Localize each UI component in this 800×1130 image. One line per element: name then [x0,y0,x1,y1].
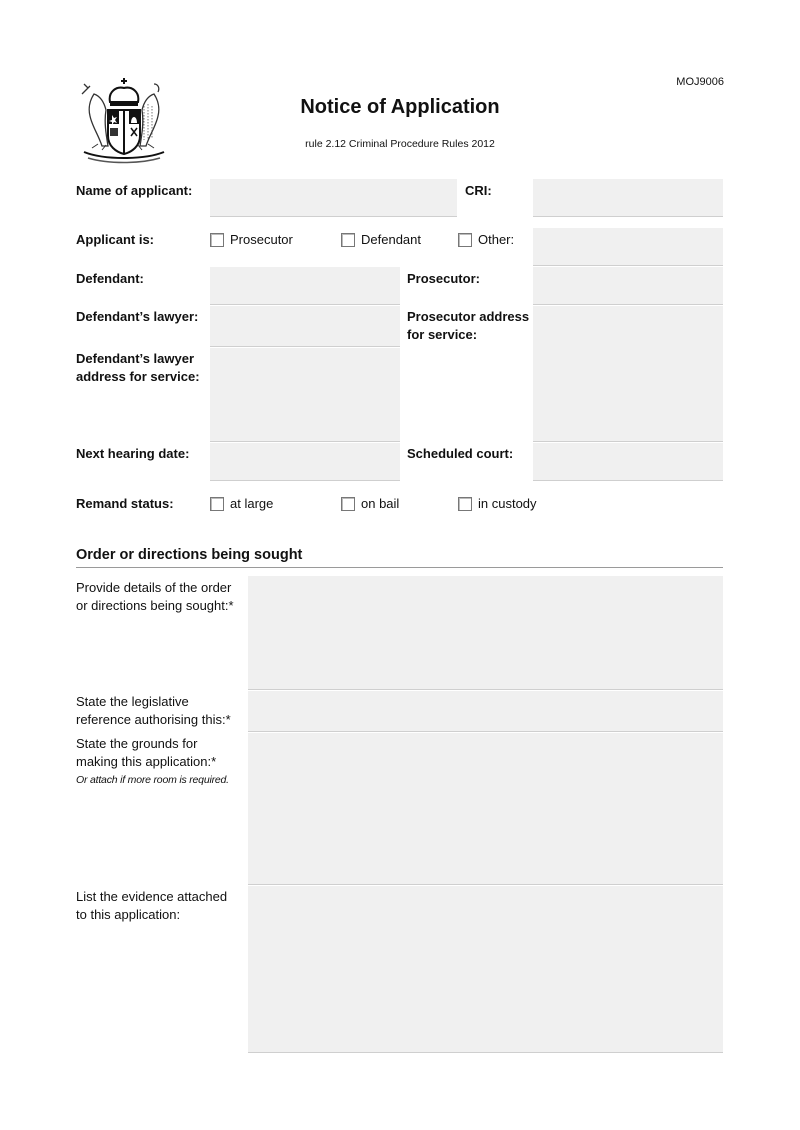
checkbox-icon[interactable] [341,233,355,247]
cri-field[interactable] [533,179,723,217]
checkbox-label: Prosecutor [230,232,293,247]
form-code: MOJ9006 [676,76,724,88]
defendants-lawyer-address-field[interactable] [210,348,400,442]
section-divider [76,567,723,568]
page-title: Notice of Application [300,96,500,118]
checkbox-label: on bail [361,496,400,511]
legislative-reference-label-line1: State the legislative [76,694,189,709]
next-hearing-date-field[interactable] [210,443,400,481]
checkbox-label: at large [230,496,274,511]
checkbox-icon[interactable] [210,497,224,511]
evidence-label-line1: List the evidence attached [76,889,228,904]
checkbox-label: Other: [478,232,515,247]
applicant-other-checkbox[interactable] [458,232,514,247]
remand-in-custody-checkbox[interactable] [458,496,537,511]
remand-at-large-checkbox[interactable] [210,496,273,511]
defendant-label: Defendant: [76,271,144,286]
order-details-label-line1: Provide details of the order [76,580,232,595]
nz-coat-of-arms-icon [74,74,174,166]
grounds-label-line1: State the grounds for [76,736,198,751]
checkbox-icon[interactable] [341,497,355,511]
applicant-defendant-checkbox[interactable] [341,232,421,247]
name-of-applicant-field[interactable] [210,179,457,217]
grounds-note: Or attach if more room is required. [76,774,229,786]
applicant-other-field[interactable] [533,228,723,266]
checkbox-icon[interactable] [458,233,472,247]
grounds-label-line2: making this application:* [76,754,217,769]
scheduled-court-field[interactable] [533,443,723,481]
defendants-lawyer-field[interactable] [210,306,400,347]
prosecutor-label: Prosecutor: [407,271,480,286]
page-subtitle: rule 2.12 Criminal Procedure Rules 2012 [305,138,495,150]
order-details-label-line2: or directions being sought:* [76,598,234,613]
applicant-prosecutor-checkbox[interactable] [210,232,293,247]
prosecutor-address-label-line2: for service: [407,327,478,342]
legislative-reference-label-line2: reference authorising this:* [76,712,231,727]
scheduled-court-label: Scheduled court: [407,446,514,461]
checkbox-label: in custody [478,496,537,511]
cri-label: CRI: [465,183,492,198]
evidence-field[interactable] [248,886,723,1053]
checkbox-label: Defendant [361,232,421,247]
grounds-field[interactable] [248,733,723,885]
remand-status-label: Remand status: [76,496,174,511]
section-heading: Order or directions being sought [76,547,303,563]
applicant-is-label: Applicant is: [76,232,155,247]
order-details-field[interactable] [248,576,723,690]
defendants-lawyer-address-label-line2: address for service: [76,369,200,384]
prosecutor-field[interactable] [533,267,723,305]
defendants-lawyer-label: Defendant’s lawyer: [76,309,199,324]
next-hearing-date-label: Next hearing date: [76,446,190,461]
checkbox-icon[interactable] [458,497,472,511]
name-of-applicant-label: Name of applicant: [76,183,193,198]
legislative-reference-field[interactable] [248,691,723,732]
defendants-lawyer-address-label-line1: Defendant’s lawyer [76,351,195,366]
evidence-label-line2: to this application: [76,907,181,922]
defendant-field[interactable] [210,267,400,305]
checkbox-icon[interactable] [210,233,224,247]
prosecutor-address-field[interactable] [533,306,723,442]
remand-on-bail-checkbox[interactable] [341,496,399,511]
prosecutor-address-label-line1: Prosecutor address [407,309,530,324]
